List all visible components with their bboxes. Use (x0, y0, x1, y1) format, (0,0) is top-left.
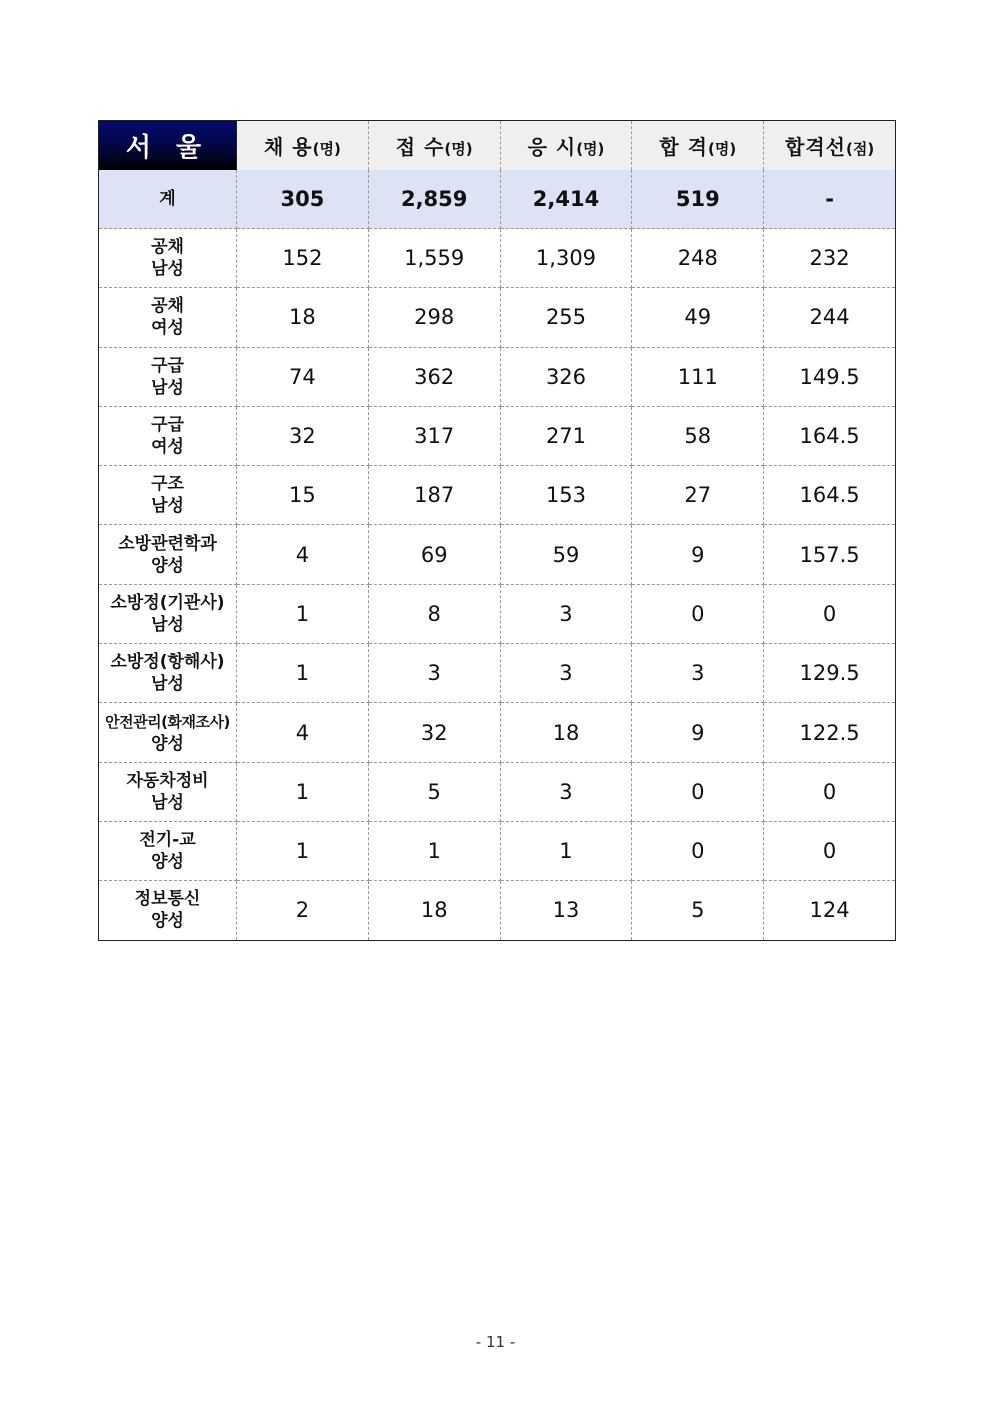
cell-hired: 15 (237, 466, 369, 525)
cell-passed: 5 (632, 881, 764, 940)
cell-cutoff: 232 (764, 229, 896, 288)
header-applied (368, 121, 500, 170)
table-row (99, 288, 896, 347)
table-header-row (99, 121, 896, 170)
header-cutoff (764, 121, 896, 170)
cell-applied: 69 (368, 525, 500, 584)
cell-cutoff: 124 (809, 898, 850, 923)
header-took-exam-label: 응 시 (527, 134, 577, 159)
row-gender: 양성 (151, 555, 184, 576)
cell-applied: 5 (368, 762, 500, 821)
row-gender: 여성 (151, 318, 184, 339)
total-passed: 519 (632, 170, 764, 229)
cell-passed: 0 (632, 762, 764, 821)
cell-took-exam: 3 (500, 762, 632, 821)
row-category: 구급 (151, 355, 184, 376)
row-category: 소방정(항해사) (110, 652, 225, 673)
cell-passed: 49 (632, 288, 764, 347)
row-label (99, 703, 237, 762)
cell-hired: 4 (237, 703, 369, 762)
cell-cutoff: 164.5 (764, 406, 896, 465)
cell-cutoff: 0 (764, 762, 896, 821)
row-label (99, 584, 237, 643)
table-row (99, 584, 896, 643)
row-label (99, 466, 237, 525)
table-row (99, 229, 896, 288)
cell-hired: 4 (237, 525, 369, 584)
cell-hired: 1 (237, 644, 369, 703)
row-gender: 양성 (151, 911, 184, 932)
row-gender: 남성 (151, 377, 184, 398)
row-gender: 남성 (151, 614, 184, 635)
table-row (99, 821, 896, 880)
row-category: 소방정(기관사) (110, 592, 225, 613)
row-category: 자동차정비 (126, 770, 209, 791)
cell-hired: 18 (237, 288, 369, 347)
cell-took-exam: 59 (500, 525, 632, 584)
cell-passed: 248 (632, 229, 764, 288)
recruitment-stats-table (98, 120, 896, 941)
cell-applied: 1,559 (368, 229, 500, 288)
row-label (99, 762, 237, 821)
row-category: 소방관련학과 (118, 533, 217, 554)
row-label (99, 644, 237, 703)
cell-took-exam: 3 (500, 584, 632, 643)
row-gender: 남성 (151, 674, 184, 695)
header-applied-label: 접 수 (395, 134, 445, 159)
row-gender: 양성 (151, 852, 184, 873)
cell-cutoff: 0 (764, 584, 896, 643)
header-passed-unit: (명) (707, 139, 737, 158)
cell-cutoff: 122.5 (764, 703, 896, 762)
table-row (99, 525, 896, 584)
cell-took-exam: 271 (500, 406, 632, 465)
total-took-exam: 2,414 (500, 170, 632, 229)
cell-passed: 0 (632, 584, 764, 643)
cell-hired: 32 (237, 406, 369, 465)
total-label: 계 (99, 170, 237, 229)
cell-hired: 1 (237, 821, 369, 880)
cell-applied: 317 (368, 406, 500, 465)
cell-took-exam: 1 (500, 821, 632, 880)
row-gender: 남성 (151, 792, 184, 813)
cell-passed: 27 (632, 466, 764, 525)
row-gender: 양성 (151, 733, 184, 754)
row-category: 전기-교 (139, 830, 196, 851)
cell-cutoff: 0 (764, 821, 896, 880)
cell-passed: 9 (632, 703, 764, 762)
header-hired (237, 121, 369, 170)
cell-took-exam: 18 (500, 703, 632, 762)
cell-took-exam: 326 (500, 347, 632, 406)
row-label (99, 288, 237, 347)
row-gender: 남성 (151, 496, 184, 517)
page-number: - 11 - (475, 1333, 516, 1351)
cell-took-exam: 1,309 (500, 229, 632, 288)
cell-cutoff: 164.5 (764, 466, 896, 525)
header-cutoff-label: 합격선 (785, 134, 846, 159)
total-applied: 2,859 (368, 170, 500, 229)
row-category: 공채 (151, 237, 184, 258)
row-label (99, 347, 237, 406)
row-category: 정보통신 (134, 889, 201, 910)
cell-passed: 9 (632, 525, 764, 584)
cell-applied: 32 (368, 703, 500, 762)
row-label (99, 525, 237, 584)
table-row (99, 644, 896, 703)
row-label (99, 406, 237, 465)
cell-passed: 3 (632, 644, 764, 703)
header-hired-label: 채 용 (263, 134, 313, 159)
total-cutoff: - (764, 170, 896, 229)
cell-cutoff: 244 (764, 288, 896, 347)
cell-applied: 1 (368, 821, 500, 880)
cell-applied: 362 (368, 347, 500, 406)
row-category: 공채 (151, 296, 184, 317)
table-row (99, 881, 896, 940)
row-label (99, 821, 237, 880)
cell-applied: 18 (368, 881, 500, 940)
cell-passed: 0 (632, 821, 764, 880)
row-category: 구급 (151, 415, 184, 436)
cell-applied: 298 (368, 288, 500, 347)
cell-took-exam: 3 (500, 644, 632, 703)
header-took-exam-unit: (명) (576, 139, 605, 158)
total-hired: 305 (237, 170, 369, 229)
cell-applied: 3 (368, 644, 500, 703)
cell-hired: 2 (237, 881, 369, 940)
cell-hired: 1 (237, 762, 369, 821)
cell-passed: 58 (632, 406, 764, 465)
table-row (99, 406, 896, 465)
cell-applied: 187 (368, 466, 500, 525)
row-label (99, 229, 237, 288)
table-row (99, 762, 896, 821)
row-gender: 남성 (151, 259, 184, 280)
cell-cutoff: 157.5 (764, 525, 896, 584)
cell-hired: 74 (237, 347, 369, 406)
cell-cutoff: 129.5 (764, 644, 896, 703)
header-passed-label: 합 격 (659, 134, 708, 159)
cell-passed: 111 (632, 347, 764, 406)
header-took-exam (500, 121, 632, 170)
region-header: 서 울 (99, 121, 237, 170)
cell-took-exam: 255 (500, 288, 632, 347)
header-applied-unit: (명) (444, 139, 473, 158)
table-row (99, 703, 896, 762)
cell-cutoff: 149.5 (764, 347, 896, 406)
row-gender: 여성 (151, 437, 184, 458)
row-label (99, 881, 237, 940)
cell-hired: 1 (237, 584, 369, 643)
header-hired-unit: (명) (312, 139, 341, 158)
header-cutoff-unit: (점) (845, 139, 875, 158)
cell-hired: 152 (237, 229, 369, 288)
cell-took-exam: 153 (500, 466, 632, 525)
total-row (99, 170, 896, 229)
header-passed (632, 121, 764, 170)
table-row (99, 347, 896, 406)
row-category: 구조 (151, 474, 184, 495)
cell-took-exam: 13 (500, 881, 632, 940)
table-row (99, 466, 896, 525)
cell-applied: 8 (368, 584, 500, 643)
row-category: 안전관리(화재조사) (105, 712, 230, 731)
